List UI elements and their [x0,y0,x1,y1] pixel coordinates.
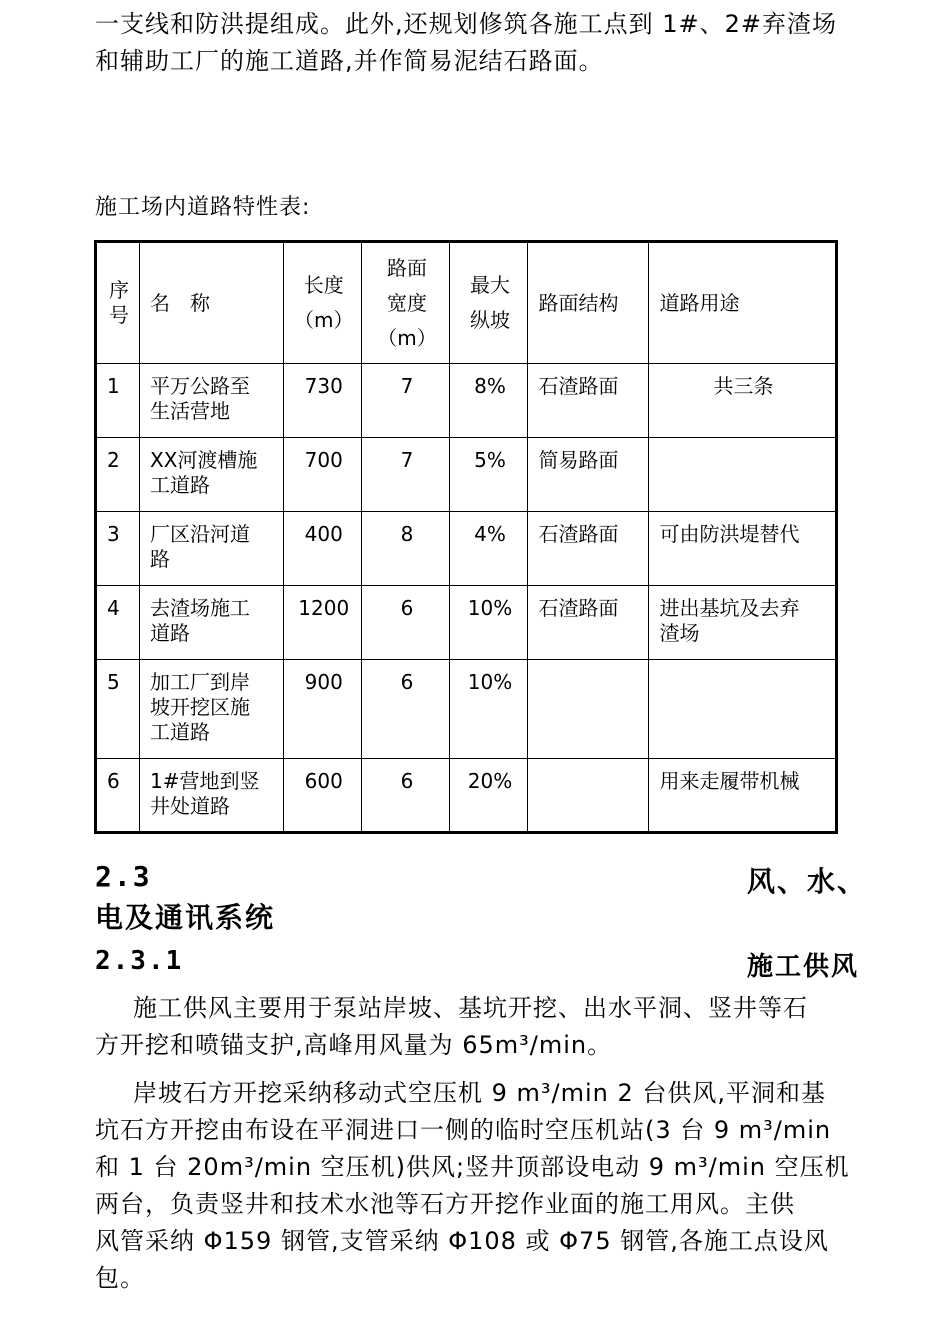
cell-name [140,586,284,660]
cell-structure [528,660,649,759]
header-structure: 路面结构 [528,242,649,364]
cell-structure: 石渣路面 [528,586,649,660]
cell-slope: 20% [450,759,528,833]
cell-slope: 10% [450,660,528,759]
cell-name-line: 路 [150,547,170,571]
cell-name [140,759,284,833]
section-title-part1: 风、水、 [747,865,868,898]
cell-structure [528,759,649,833]
cell-use [649,512,837,586]
header-width-line-3: （m） [377,325,437,350]
cell-name-line: 加工厂到岸 [150,670,250,694]
header-seq-line-1: 序 [109,278,129,302]
cell-structure: 石渣路面 [528,364,649,438]
cell-use [649,364,837,438]
paragraph-line: 方开挖和喷锚支护,高峰用风量为 65m³/min。 [95,1031,613,1059]
paragraph-line: 两台，负责竖井和技术水池等石方开挖作业面的施工用风。主供 [95,1190,795,1218]
cell-use-line: 用来走履带机械 [659,769,800,793]
cell-name-line: 井处道路 [150,794,230,818]
cell-slope: 4% [450,512,528,586]
intro-line-2: 和辅助工厂的施工道路,并作简易泥结石路面。 [95,47,604,75]
cell-slope: 5% [450,438,528,512]
cell-name [140,364,284,438]
cell-seq: 5 [96,660,140,759]
table-caption: 施工场内道路特性表: [95,195,311,220]
cell-length: 900 [284,660,362,759]
header-name: 名 称 [140,242,284,364]
cell-length: 1200 [284,586,362,660]
paragraph-line: 坑石方开挖由布设在平洞进口一侧的临时空压机站(3 台 9 m³/min [95,1116,832,1144]
header-length-line-1: 长度 [303,273,344,297]
cell-name-line: 1#营地到竖 [150,769,260,793]
header-slope-line-2: 纵坡 [469,308,510,332]
cell-name-line: 工道路 [150,720,210,744]
cell-use-line: 进出基坑及去弃 [659,596,800,620]
cell-name-line: 坡开挖区施 [150,695,250,719]
header-seq [96,242,140,364]
cell-use-line: 可由防洪堤替代 [659,522,800,546]
header-length [284,242,362,364]
table-row [96,438,837,512]
header-slope-line-1: 最大 [469,273,510,297]
paragraph-line: 施工供风主要用于泵站岸坡、基坑开挖、出水平洞、竖井等石 [133,994,808,1022]
table-header-row [96,242,837,364]
cell-use [649,438,837,512]
intro-line-1: 一支线和防洪提组成。此外,还规划修筑各施工点到 1#、2#弃渣场 [95,10,838,38]
cell-name-line: 平万公路至 [150,374,250,398]
cell-use [649,586,837,660]
cell-structure: 简易路面 [528,438,649,512]
cell-seq: 1 [96,364,140,438]
header-slope [450,242,528,364]
section-number: 2.3 [95,860,152,893]
cell-use-line: 渣场 [659,621,700,645]
table-row [96,759,837,833]
cell-name [140,512,284,586]
paragraph-line: 风管采纳 Φ159 钢管,支管采纳 Φ108 或 Φ75 钢管,各施工点设风 [95,1227,829,1255]
cell-length: 600 [284,759,362,833]
cell-width: 6 [362,759,450,833]
cell-width: 7 [362,438,450,512]
header-width [362,242,450,364]
header-use: 道路用途 [649,242,837,364]
cell-slope: 8% [450,364,528,438]
header-width-line-2: 宽度 [386,290,427,315]
cell-name-line: XX河渡槽施 [150,448,258,472]
cell-name-line: 厂区沿河道 [150,522,250,546]
cell-structure: 石渣路面 [528,512,649,586]
cell-length: 400 [284,512,362,586]
subsection-number: 2.3.1 [95,946,184,976]
cell-seq: 2 [96,438,140,512]
cell-length: 730 [284,364,362,438]
cell-name [140,438,284,512]
cell-seq: 6 [96,759,140,833]
paragraph-line: 包。 [95,1264,145,1292]
table-row [96,586,837,660]
header-width-line-1: 路面 [386,255,427,280]
cell-name-line: 去渣场施工 [150,596,250,620]
cell-use [649,660,837,759]
cell-seq: 3 [96,512,140,586]
cell-width: 8 [362,512,450,586]
paragraph-line: 和 1 台 20m³/min 空压机)供风;竖井顶部设电动 9 m³/min 空压机 [95,1153,850,1181]
cell-name-line: 工道路 [150,473,210,497]
cell-width: 7 [362,364,450,438]
cell-width: 6 [362,586,450,660]
cell-use-line: 共三条 [713,374,774,398]
cell-seq: 4 [96,586,140,660]
cell-name-line: 道路 [150,621,190,645]
header-seq-line-2: 号 [109,303,129,327]
cell-slope: 10% [450,586,528,660]
intro-paragraph [95,6,895,80]
cell-width: 6 [362,660,450,759]
header-length-line-2: （m） [294,308,354,332]
subsection-title: 施工供风 [747,952,860,982]
section-title-part2: 电及通讯系统 [95,901,276,934]
table-row [96,660,837,759]
road-characteristics-table [94,240,838,834]
table-row [96,512,837,586]
table-row [96,364,837,438]
cell-name [140,660,284,759]
cell-use [649,759,837,833]
cell-length: 700 [284,438,362,512]
paragraph-air-supply-overview [95,990,895,1064]
paragraph-line: 岸坡石方开挖采纳移动式空压机 9 m³/min 2 台供风,平洞和基 [133,1079,827,1107]
paragraph-air-compressors [95,1075,895,1297]
cell-name-line: 生活营地 [150,399,230,423]
